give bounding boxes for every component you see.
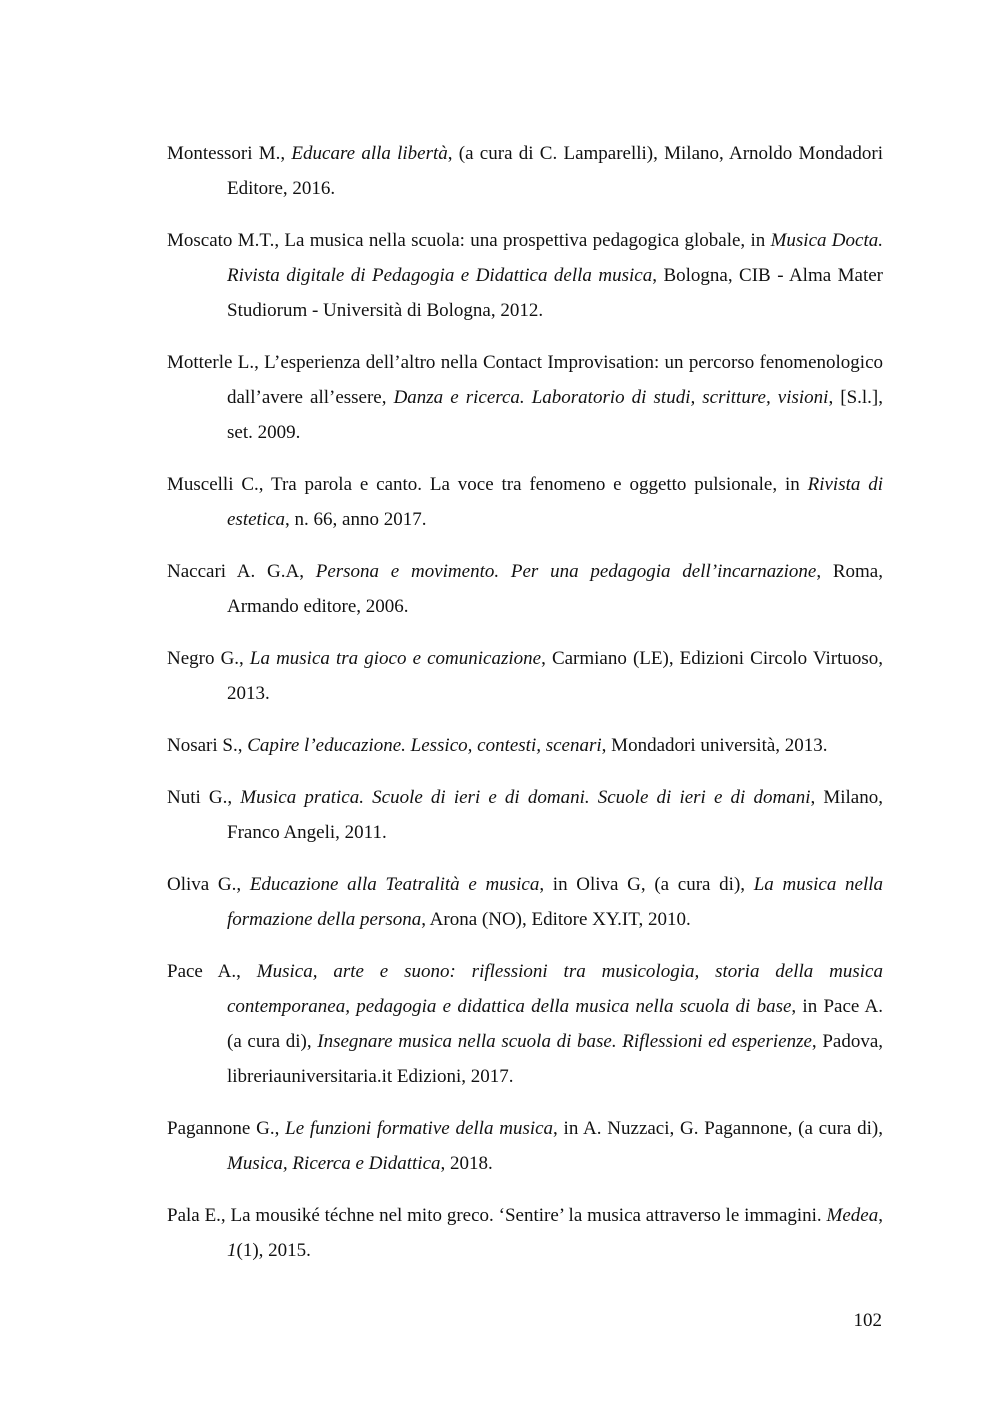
bibliography-entry [167,728,883,763]
entry-text: Oliva G., [167,874,250,895]
entry-text: Pace A., [167,961,257,982]
bibliography-entry [167,954,883,1094]
entry-text: , [878,1205,883,1226]
bibliography-entry [167,867,883,937]
bibliography-entry [167,345,883,450]
entry-title-italic: Musica pratica. Scuole di ieri e di domani. Scuole di ieri e di domani [240,787,811,808]
entry-title-italic: Educazione alla Teatralità e musica [249,874,540,895]
entry-text: Naccari A. G.A, [167,561,316,582]
entry-text: Negro G., [167,648,250,669]
entry-title-italic: Le funzioni formative della musica [285,1118,554,1139]
entry-text: Pala E., La mousiké téchne nel mito greco. ‘Sentire’ la musica attraverso le immagini. [167,1205,827,1226]
bibliography-entry [167,641,883,711]
entry-text: , Arona (NO), Editore XY.IT, 2010. [421,909,691,930]
entry-text: , in Oliva G, (a cura di), [539,874,754,895]
entry-text: Pagannone G., [167,1118,286,1139]
entry-title-italic: 1 [227,1240,237,1261]
page-number: 102 [853,1310,882,1331]
entry-text: , Padova, libreriauniversitaria.it Edizioni, 2017. [227,1031,884,1087]
entry-text: Muscelli C., Tra parola e canto. La voce tra fenomeno e oggetto pulsionale, in [167,474,808,495]
entry-title-italic: Musica, Ricerca e Didattica [227,1153,441,1174]
entry-text: Nosari S., [167,735,248,756]
entry-title-italic: Insegnare musica nella scuola di base. Riflessioni ed esperienze [317,1031,812,1052]
entry-text: , Carmiano (LE), Edizioni Circolo Virtuoso, 2013. [227,648,884,704]
entry-title-italic: Rivista di estetica [227,474,883,530]
entry-title-italic: Medea [826,1205,879,1226]
entry-text: , Milano, Franco Angeli, 2011. [227,787,883,843]
bibliography-entry [167,1198,883,1268]
bibliography-entry [167,780,883,850]
entry-title-italic: Danza e ricerca. Laboratorio di studi, scritture, visioni [393,387,829,408]
bibliography-entry [167,136,883,206]
entry-text: , Roma, Armando editore, 2006. [227,561,883,617]
entry-text: , [S.l.], set. 2009. [227,387,883,443]
bibliography-entry [167,467,883,537]
bibliography-entry [167,554,883,624]
entry-text: , in A. Nuzzaci, G. Pagannone, (a cura di), [553,1118,883,1139]
entry-title-italic: Educare alla libertà [291,143,448,164]
entry-text: , (a cura di C. Lamparelli), Milano, Arnoldo Mondadori Editore, 2016. [227,143,883,199]
entry-text: , in Pace A. (a cura di), [227,996,883,1052]
bibliography-list [167,136,883,1285]
entry-title-italic: La musica nella formazione della persona [227,874,884,930]
entry-text: Moscato M.T., La musica nella scuola: una prospettiva pedagogica globale, in [167,230,771,251]
entry-text: , 2018. [440,1153,493,1174]
entry-text: , n. 66, anno 2017. [285,509,427,530]
bibliography-entry [167,1111,883,1181]
entry-title-italic: Musica, arte e suono: riflessioni tra musicologia, storia della musica contemporanea, pedagogia e didattica della musica nella scuola di base [227,961,883,1017]
entry-title-italic: Musica Docta. Rivista digitale di Pedagogia e Didattica della musica [227,230,883,286]
entry-text: Motterle L., L’esperienza dell’altro nella Contact Improvisation: un percorso fenomenologico dall’avere all’essere, [167,352,883,408]
entry-title-italic: Persona e movimento. Per una pedagogia dell’incarnazione [315,561,817,582]
bibliography-entry [167,223,883,328]
entry-text: , Mondadori università, 2013. [601,735,828,756]
entry-title-italic: La musica tra gioco e comunicazione [249,648,542,669]
entry-text: Nuti G., [167,787,241,808]
entry-text: (1), 2015. [236,1240,311,1261]
entry-title-italic: Capire l’educazione. Lessico, contesti, scenari [247,735,602,756]
entry-text: Montessori M., [167,143,292,164]
entry-text: , Bologna, CIB - Alma Mater Studiorum - Università di Bologna, 2012. [227,265,883,321]
